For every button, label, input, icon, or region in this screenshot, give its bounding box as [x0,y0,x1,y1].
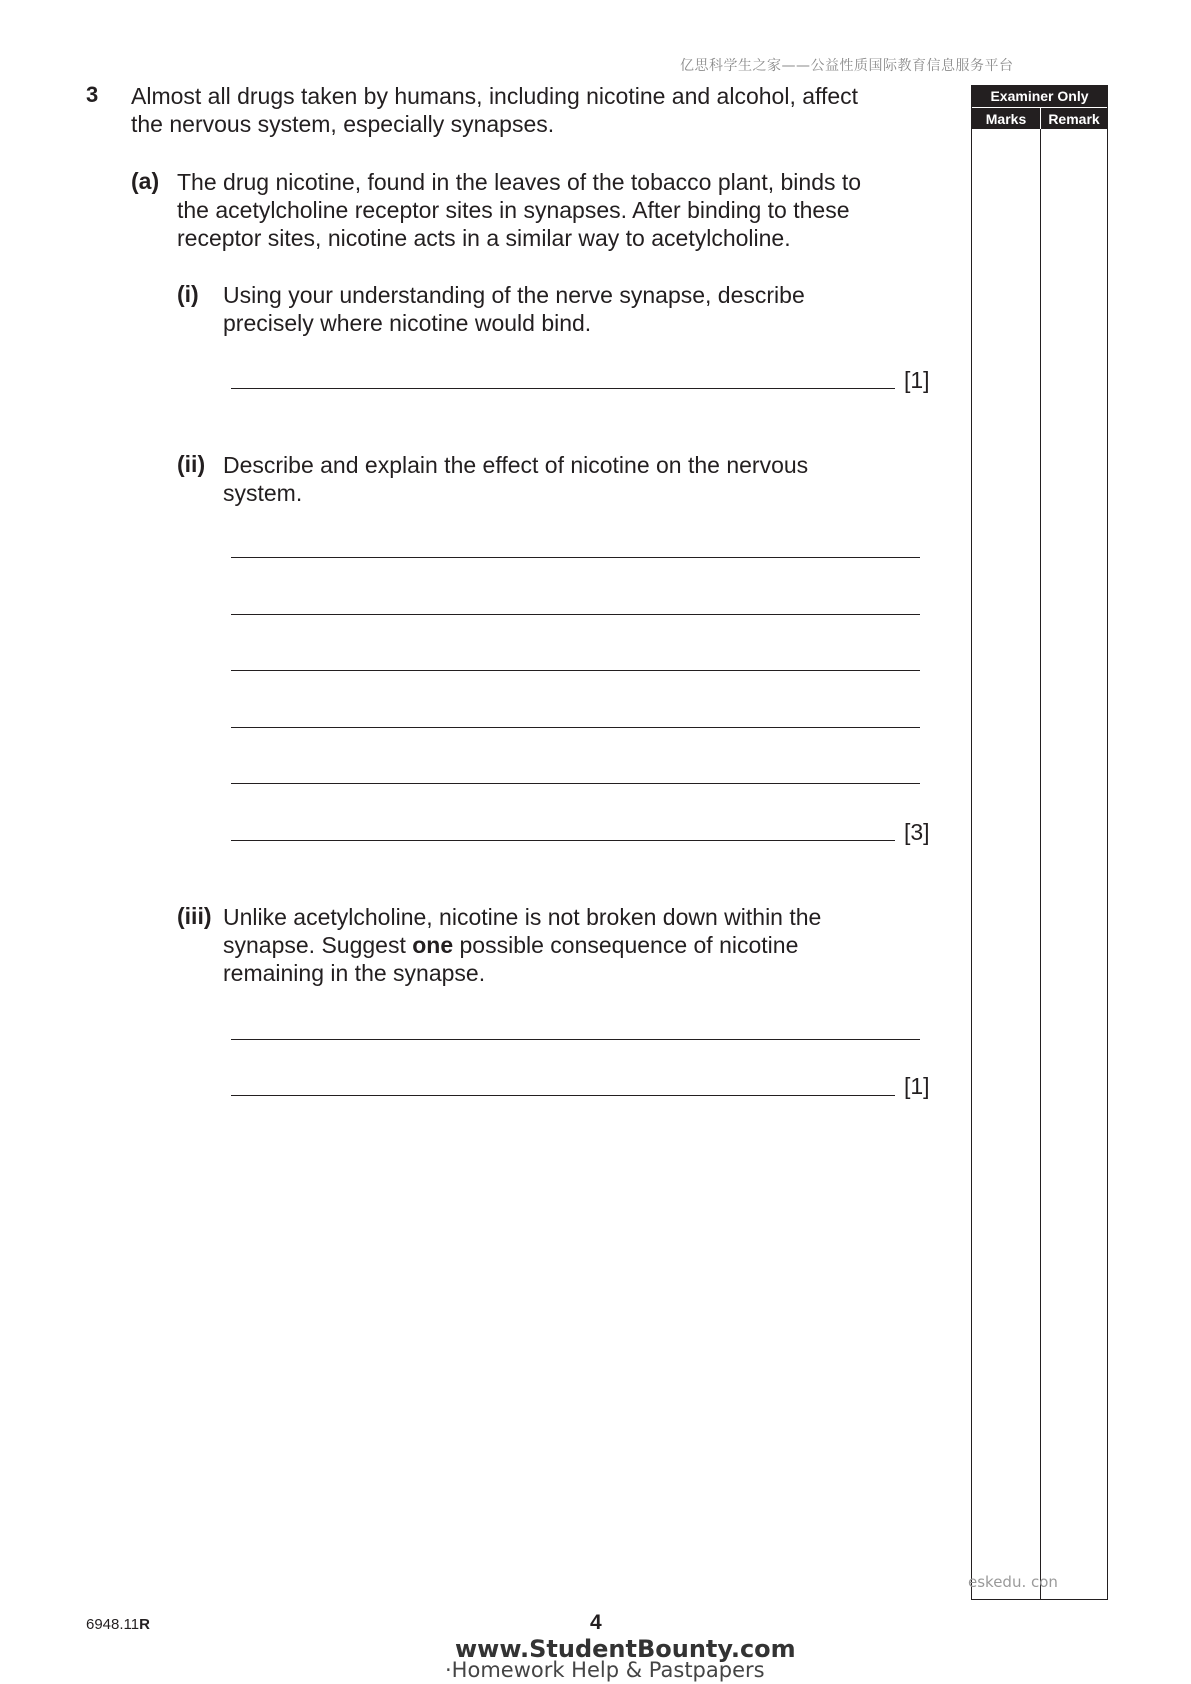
studentbounty-tagline: ·Homework Help & Pastpapers [445,1658,765,1682]
part-a-line-3: receptor sites, nicotine acts in a similar way to acetylcholine. [177,225,791,251]
watermark-header: 亿思科学生之家——公益性质国际教育信息服务平台 [680,58,1014,74]
sub-i-text [223,281,923,337]
part-a-line-2: the acetylcholine receptor sites in synapses. After binding to these [177,197,850,223]
answer-line[interactable] [231,783,920,784]
emphasis-one: one [412,932,454,958]
sub-i-label: (i) [177,281,199,307]
sub-iii-line-2-start: synapse. Suggest [223,932,413,958]
question-stem-line-1: Almost all drugs taken by humans, including nicotine and alcohol, affect [131,83,859,109]
part-a-line-1: The drug nicotine, found in the leaves of the tobacco plant, binds to [177,169,862,195]
sub-ii-label: (ii) [177,451,206,477]
column-divider [1040,129,1041,1599]
watermark-footer: eskedu. con [968,1573,1058,1591]
part-a-label: (a) [131,168,160,194]
answer-line[interactable] [231,670,920,671]
sub-i-line-1: Using your understanding of the nerve synapse, describe [223,282,805,308]
remark-column-header: Remark [1041,107,1107,129]
sub-iii-label: (iii) [177,903,212,929]
marks-ii: [3] [904,819,930,845]
marks-column-header: Marks [972,107,1041,129]
sub-iii-line-3: remaining in the synapse. [223,960,486,986]
answer-line[interactable] [231,388,895,389]
examiner-only-header: Examiner Only [972,86,1107,107]
examiner-subheader [972,107,1107,129]
sub-iii-text [223,903,923,987]
answer-line[interactable] [231,614,920,615]
question-stem-line-2: the nervous system, especially synapses. [131,111,555,137]
answer-line[interactable] [231,1039,920,1040]
paper-code-suffix: R [139,1616,150,1633]
answer-line[interactable] [231,557,920,558]
part-a-text [177,168,937,252]
sub-iii-line-2-end: possible consequence of nicotine [453,932,799,958]
sub-ii-line-1: Describe and explain the effect of nicotine on the nervous [223,452,809,478]
studentbounty-url[interactable]: www.StudentBounty.com [455,1635,796,1663]
answer-line[interactable] [231,840,895,841]
sub-ii-text [223,451,923,507]
page-number: 4 [590,1611,602,1634]
question-stem [131,82,931,138]
marks-iii: [1] [904,1073,930,1099]
sub-iii-line-1: Unlike acetylcholine, nicotine is not broken down within the [223,904,822,930]
paper-code-number: 6948.11 [86,1616,140,1633]
paper-code [86,1616,150,1633]
answer-line[interactable] [231,1095,895,1096]
question-number: 3 [86,82,99,107]
examiner-only-column [971,85,1108,1600]
answer-line[interactable] [231,727,920,728]
sub-iii-line-2 [223,931,923,959]
sub-i-line-2: precisely where nicotine would bind. [223,310,592,336]
marks-i: [1] [904,367,930,393]
sub-ii-line-2: system. [223,480,303,506]
